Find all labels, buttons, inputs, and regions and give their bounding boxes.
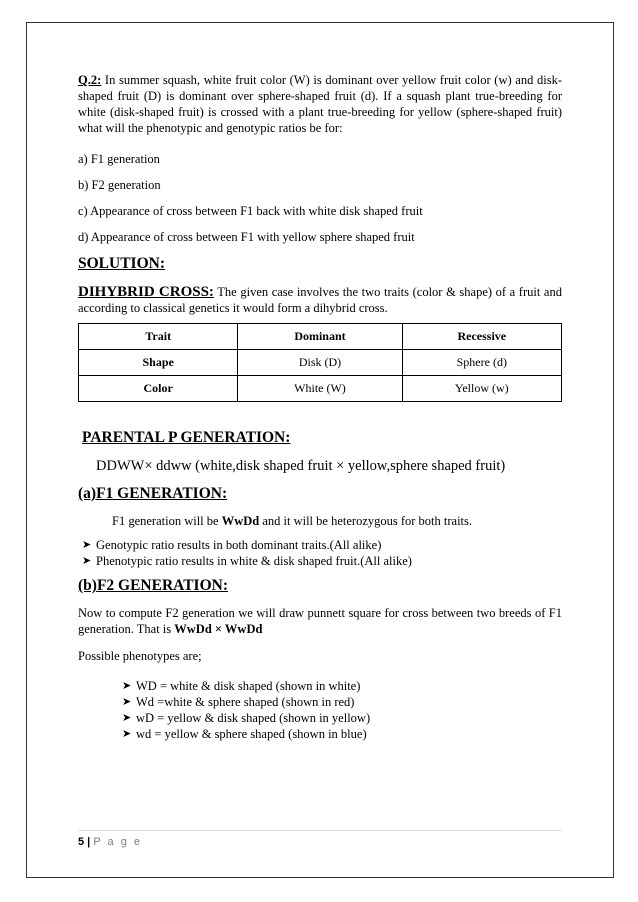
dihybrid-text: The given case involves the two traits (color & shape) of a fruit and according to classical genetics it would form a dihybrid cross. (78, 285, 562, 315)
arrowhead-bullet-icon: ➤ (82, 539, 92, 551)
f2-cross: WwDd × WwDd (174, 622, 263, 636)
table-cell: Yellow (w) (402, 376, 561, 402)
f1-statement-post: and it will be heterozygous for both traits. (259, 514, 473, 528)
table-header: Trait (79, 324, 238, 350)
question-paragraph (78, 72, 562, 136)
phenotype-text: Wd =white & sphere shaped (shown in red) (136, 695, 355, 709)
parental-heading: PARENTAL P GENERATION: (82, 429, 291, 446)
page-number: 5 (78, 836, 85, 848)
phenotype-text: WD = white & disk shaped (shown in white) (136, 679, 361, 693)
part-a: a) F1 generation (78, 152, 160, 166)
f2-paragraph-text: Now to compute F2 generation we will draw punnett square for cross between two breeds of F1 generation. That is (78, 606, 562, 636)
f1-bullet-text: Phenotypic ratio results in white & disk shaped fruit.(All alike) (96, 554, 412, 568)
table-header: Recessive (402, 324, 561, 350)
footer-separator: | (84, 836, 94, 848)
f2-paragraph (78, 605, 562, 637)
parental-cross: DDWW× ddww (white,disk shaped fruit × yellow,sphere shaped fruit) (96, 458, 506, 474)
page-label: P a g e (93, 836, 142, 848)
f1-statement (112, 513, 596, 529)
f2-heading: (b)F2 GENERATION: (78, 577, 228, 594)
phenotype-text: wd = yellow & sphere shaped (shown in blue) (136, 727, 367, 741)
f1-statement-pre: F1 generation will be (112, 514, 222, 528)
possible-phenotypes-label: Possible phenotypes are; (78, 649, 202, 663)
dihybrid-label: DIHYBRID CROSS: (78, 284, 214, 300)
list-item (82, 553, 566, 569)
list-item (122, 710, 606, 726)
table-header: Dominant (238, 324, 402, 350)
page-footer (78, 836, 142, 848)
table-cell: White (W) (238, 376, 402, 402)
list-item (122, 694, 606, 710)
footer-divider (78, 830, 562, 831)
table-row (79, 376, 562, 402)
trait-table (78, 323, 562, 402)
list-item (82, 537, 566, 553)
table-cell: Color (79, 376, 238, 402)
dihybrid-paragraph (78, 284, 562, 316)
table-row (79, 350, 562, 376)
part-b: b) F2 generation (78, 178, 161, 192)
f1-bullet-text: Genotypic ratio results in both dominant traits.(All alike) (96, 538, 382, 552)
table-header-row (79, 324, 562, 350)
arrowhead-bullet-icon: ➤ (82, 555, 92, 567)
arrowhead-bullet-icon: ➤ (122, 680, 132, 692)
part-d: d) Appearance of cross between F1 with yellow sphere shaped fruit (78, 230, 415, 244)
arrowhead-bullet-icon: ➤ (122, 696, 132, 708)
table-cell: Shape (79, 350, 238, 376)
list-item (122, 726, 606, 742)
table-cell: Disk (D) (238, 350, 402, 376)
arrowhead-bullet-icon: ➤ (122, 728, 132, 740)
table-cell: Sphere (d) (402, 350, 561, 376)
list-item (122, 678, 606, 694)
part-c: c) Appearance of cross between F1 back with white disk shaped fruit (78, 204, 423, 218)
question-text: In summer squash, white fruit color (W) is dominant over yellow fruit color (w) and disk-shaped fruit (D) is dominant over sphere-shaped fruit (d). If a squash plant true-breeding for white (disk-shaped fruit) is crossed with a plant true-breeding for yellow (sphere-shaped fruit) what will the phenotypic and genotypic ratios be for: (78, 73, 562, 135)
arrowhead-bullet-icon: ➤ (122, 712, 132, 724)
f1-heading: (a)F1 GENERATION: (78, 485, 228, 502)
question-label: Q.2: (78, 73, 102, 87)
f1-genotype: WwDd (221, 514, 260, 528)
solution-heading: SOLUTION: (78, 255, 165, 272)
phenotype-text: wD = yellow & disk shaped (shown in yellow) (136, 711, 371, 725)
